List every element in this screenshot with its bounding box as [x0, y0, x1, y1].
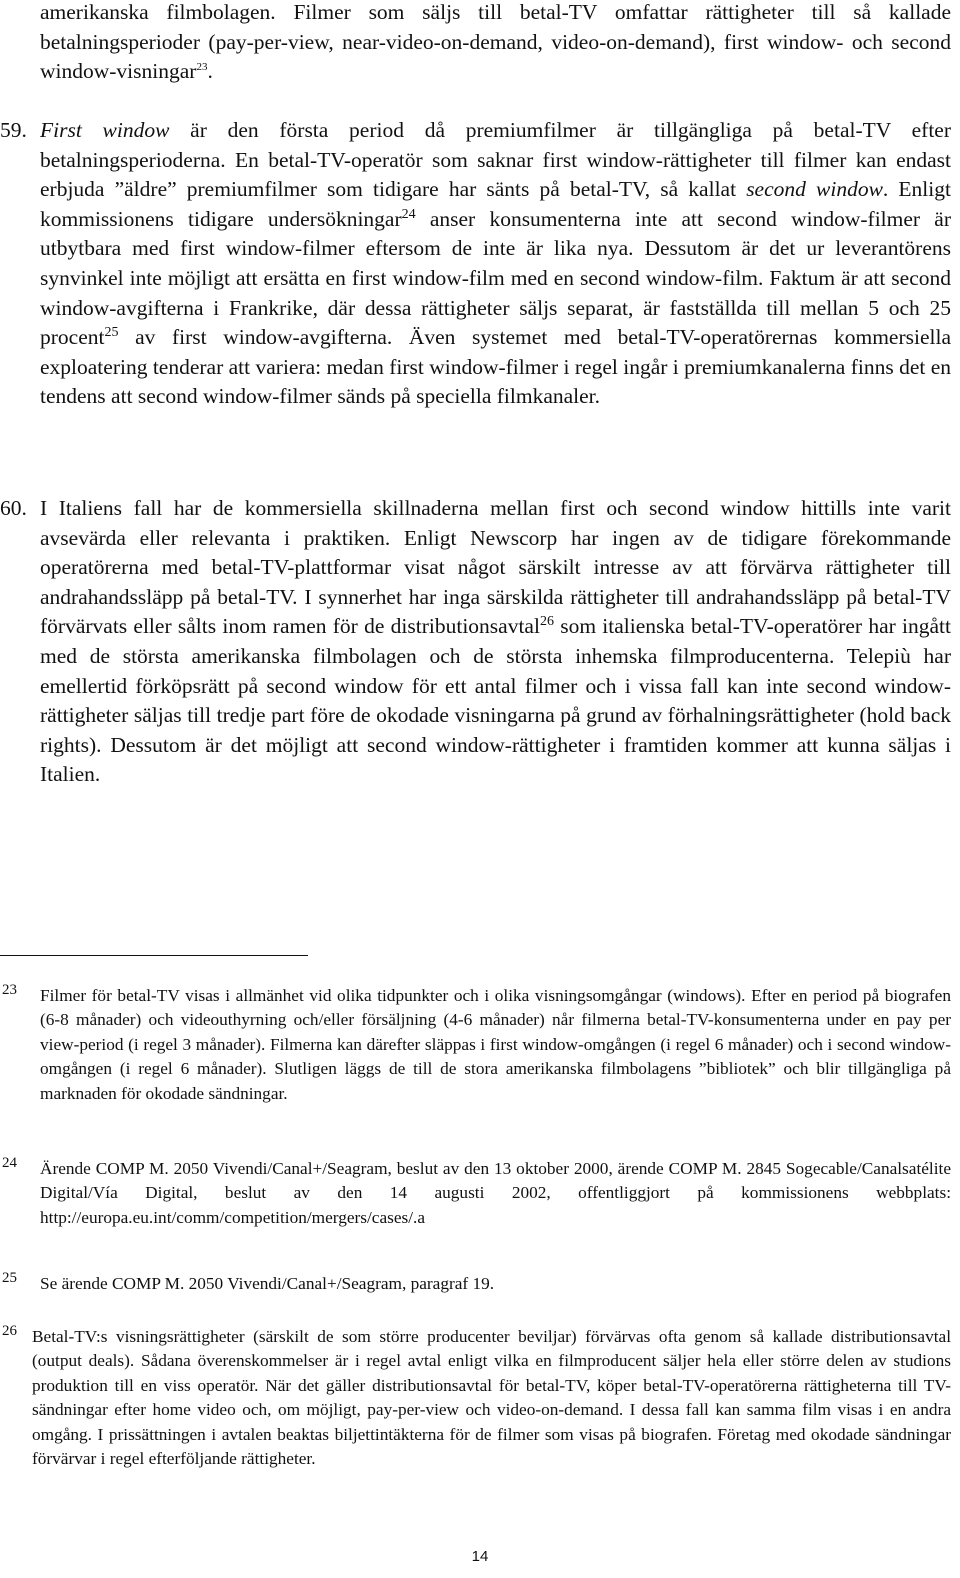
intro-tail: .	[207, 59, 213, 84]
footnote-number: 26	[2, 1323, 17, 1339]
footnote-24	[0, 1157, 951, 1230]
footnote-separator	[0, 955, 308, 956]
paragraph-number: 59.	[0, 118, 27, 142]
paragraph-body	[40, 494, 951, 790]
footnote-number: 23	[2, 982, 17, 998]
footnote-text: Se ärende COMP M. 2050 Vivendi/Canal+/Seagram, paragraf 19.	[40, 1274, 495, 1293]
footnote-26	[0, 1325, 951, 1471]
page-number: 14	[471, 1548, 489, 1565]
italic-term: First window	[40, 118, 170, 142]
footnote-ref-25: 25	[104, 325, 119, 340]
paragraph-text: anser konsumenterna inte att second window-filmer är utbytbara med first window-filmer eftersom de inte är lika nya. Dessutom är det ur leverantörens synvinkel inte möjligt att ersätta en first window-film med en second window-film. Faktum är att second window-avgifterna i Frankrike, där dessa rättigheter säljs separat, är fastställda till mellan 5 och 25 procent	[40, 206, 951, 350]
paragraph-text: som italienska betal-TV-operatörer har ingått med de största amerikanska filmbolagen och de största inhemska filmproducenterna. Telepiù har emellertid förköpsrätt på second window för ett antal filmer och i vissa fall kan inte second window-rättigheter säljas till tredje part före de okodade visningarna på grund av förhalningsrättigheter (hold back rights). Dessutom är det möjligt att second window-rättigheter i framtiden kommer att kunna säljas i Italien.	[40, 614, 952, 787]
paragraph-59	[0, 116, 951, 412]
footnote-number: 24	[2, 1155, 17, 1171]
footnote-ref-26: 26	[539, 614, 554, 630]
footnote-text: Ärende COMP M. 2050 Vivendi/Canal+/Seagram, beslut av den 13 oktober 2000, ärende COMP M. 2845 Sogecable/Canalsatélite Digital/Vía Digital, beslut av den 14 augusti 2002, offentliggjort på kommissionens webbplats: http://europa.eu.int/comm/competition/mergers/cases/.a	[40, 1159, 951, 1227]
footnote-text: Betal-TV:s visningsrättigheter (särskilt de som större producenter beviljar) förvärvas ofta genom så kallade distributionsavtal (output deals). Sådana överenskommelser är i regel avtal enligt vilka en filmproducent säljer hela eller större delen av studions produktion till en viss operatör. När det gäller distributionsavtal för betal-TV, köper betal-TV-operatörerna rättigheterna till TV-sändningar efter home video och, om möjligt, pay-per-view och video-on-demand. I dessa fall kan samma film visas i en andra omgång. I prissättningen i avtalen beaktas biljettintäkterna för de filmer som visas på biografen. Företag med okodade sändningar förvärvar i regel efterföljande rättigheter.	[32, 1327, 951, 1469]
footnote-25	[0, 1272, 951, 1296]
footnote-number: 25	[2, 1270, 17, 1286]
footnote-text: Filmer för betal-TV visas i allmänhet vid olika tidpunkter och i olika visningsomgångar (windows). Efter en period på biografen (6-8 månader) och videouthyrning och/eller försäljning (4-6 månader) når filmerna betal-TV-konsumenterna under en pay per view-period (i regel 3 månader). Filmerna kan därefter släppas i first window-omgången (i regel 6 månader) och i second window-omgången (i regel 6 månader). Slutligen läggs de till de stora amerikanska filmbolagens ”bibliotek” och blir tillgängliga på marknaden för okodade sändningar.	[40, 986, 951, 1103]
paragraph-text: I Italiens fall har de kommersiella skillnaderna mellan first och second window hittills inte varit avsevärda eller relevanta i praktiken. Enligt Newscorp har ingen av de tidigare förekommande operatörerna med betal-TV-plattformar visat något särskilt intresse av att förvärva rättigheter till andrahandssläpp på betal-TV. I synnerhet har inga särskilda rättigheter till andrahandssläpp på betal-TV förvärvats eller sålts inom ramen för de distributionsavtal	[40, 496, 951, 639]
paragraph-number: 60.	[0, 496, 27, 520]
footnote-ref-24: 24	[401, 206, 416, 222]
paragraph-text: . Enligt kommissionens tidigare undersökningar	[40, 177, 951, 231]
intro-paragraph	[40, 0, 951, 87]
italic-term: second window	[746, 177, 883, 202]
paragraph-text: är den första period då premiumfilmer är tillgängliga på betal-TV efter betalningsperioderna. En betal-TV-operatör som saknar first window-rättigheter till filmer kan endast erbjuda ”äldre” premiumfilmer som tidigare har sänts på betal-TV, så kallat	[40, 118, 951, 202]
footnote-23	[0, 984, 951, 1106]
paragraph-body	[40, 116, 951, 412]
footnote-ref-23: 23	[196, 61, 208, 74]
paragraph-text: av first window-avgifterna. Även systemet med betal-TV-operatörernas kommersiella exploatering tenderar att variera: medan first window-filmer i regel ingår i premiumkanalerna finns det en tendens att second window-filmer sänds på speciella filmkanaler.	[40, 325, 951, 409]
paragraph-60	[0, 494, 951, 790]
intro-text: amerikanska filmbolagen. Filmer som säljs till betal-TV omfattar rättigheter till så kallade betalningsperioder (pay-per-view, near-video-on-demand, video-on-demand), first window- och second window-visningar	[40, 0, 951, 84]
